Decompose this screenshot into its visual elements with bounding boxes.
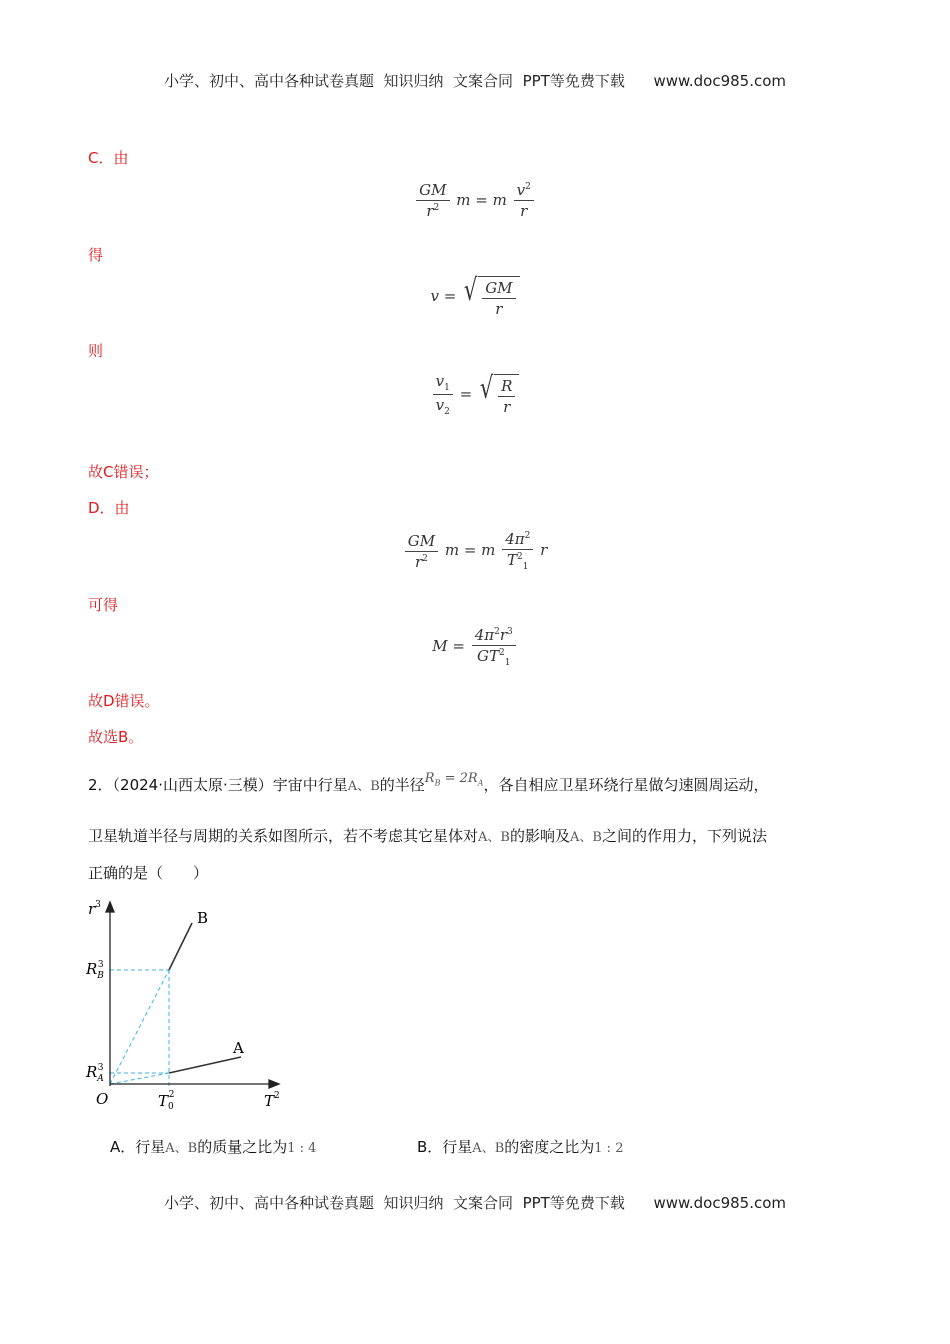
question-text-2c: 之间的作用力，下列说法 [601, 827, 767, 845]
planet-b-label: B [370, 779, 380, 794]
eq3-denominator: r [503, 397, 511, 416]
text-kede: 可得 [88, 596, 119, 614]
line-b [169, 923, 192, 970]
eq1-left-denominator: r [426, 202, 434, 220]
line-a [169, 1057, 241, 1073]
x-axis-label: $T^2$ [264, 1091, 280, 1110]
eq4-right-denominator: T [507, 551, 518, 569]
eq3-equals: = [459, 384, 473, 403]
equation-3: $\frac{v_1}{v_2}$ = √ $\frac{R}{r}$ [0, 372, 950, 417]
eq5-numerator-a: 4π [474, 626, 495, 644]
orbit-graph [80, 896, 300, 1116]
eq4-right-denominator-subscript: 1 [522, 562, 529, 572]
final-answer: 故选B。 [88, 728, 144, 746]
question-number: 2． [88, 776, 113, 794]
relation-sub-a: A [477, 778, 484, 788]
eq5-denominator: GT [477, 647, 499, 665]
option-a-sep: 、 [174, 1141, 188, 1156]
planet-b-label-2: B [500, 830, 510, 845]
separator-3: 、 [579, 830, 593, 845]
eq5-numerator-b: r [499, 626, 508, 644]
option-a-value: 1 : 4 [287, 1141, 317, 1156]
option-c-conclusion: 故C错误； [88, 463, 159, 481]
eq5-lhs: M = [432, 637, 465, 655]
eq4-right-numerator-exponent: 2 [524, 531, 531, 541]
question-line-1 [88, 771, 769, 796]
equation-2: v = √ $\frac{GM}{r}$ [0, 276, 950, 318]
relation-mid: = 2R [440, 771, 478, 786]
eq1-left-denominator-exponent: 2 [433, 203, 440, 213]
eq2-numerator: GM [482, 279, 515, 299]
option-a[interactable] [110, 1136, 316, 1157]
eq5-numerator-exponent-1: 2 [494, 627, 500, 637]
origin-to-b-dashed [110, 970, 169, 1084]
eq5-denominator-exponent: 2 [499, 648, 505, 658]
planet-a-label: A [347, 779, 358, 794]
planet-b-label-3: B [592, 830, 602, 845]
page-header: 小学、初中、高中各种试卷真题 知识归纳 文案合同 PPT等免费下载 www.doc985.com [163, 72, 787, 90]
option-b-text: 的密度之比为 [504, 1138, 595, 1156]
eq4-left-denominator-exponent: 2 [422, 553, 428, 564]
x-axis-arrow [269, 1080, 279, 1088]
eq1-left-numerator: GM [416, 181, 449, 201]
eq3-left-denominator: v [435, 396, 445, 414]
option-c-label: C．由 [88, 149, 129, 167]
rb-cubed-label: $R_B3$ [86, 960, 104, 981]
page-footer: 小学、初中、高中各种试卷真题 知识归纳 文案合同 PPT等免费下载 www.doc985.com [163, 1194, 787, 1212]
option-a-label: A．行星 [110, 1138, 166, 1156]
eq4-left-denominator: r [414, 552, 423, 571]
eq4-left-numerator: GM [405, 532, 438, 552]
eq3-left-denominator-subscript: 2 [444, 407, 450, 417]
option-b[interactable] [417, 1136, 623, 1157]
relation-r: R [424, 771, 435, 786]
guide-lines [110, 970, 169, 1086]
option-a-planet-b: B [187, 1141, 198, 1156]
origin-label: O [96, 1090, 109, 1108]
line-a-label: A [233, 1039, 244, 1057]
relation-sub-b: B [434, 778, 441, 788]
option-b-label: B．行星 [417, 1138, 473, 1156]
eq1-right-numerator-exponent: 2 [525, 182, 531, 192]
text-ze: 则 [88, 342, 104, 360]
radius-relation [425, 771, 484, 786]
eq5-denominator-subscript: 1 [504, 658, 511, 668]
eq2-denominator: r [495, 300, 503, 318]
question-source: （2024·山西太原·三模） [112, 776, 273, 794]
y-axis-arrow [106, 902, 114, 912]
eq3-left-numerator-subscript: 1 [444, 383, 450, 393]
option-d-conclusion: 故D错误。 [88, 692, 160, 710]
eq5-numerator-exponent-2: 3 [507, 627, 513, 637]
text-de: 得 [88, 246, 104, 264]
eq4-right-denominator-exponent: 2 [517, 552, 523, 562]
option-b-value: 1 : 2 [594, 1141, 624, 1156]
equation-5 [0, 626, 950, 668]
eq3-numerator: R [498, 377, 515, 397]
question-text-2b: 的影响及 [509, 827, 570, 845]
eq1-middle: m = m [456, 190, 507, 209]
equation-4 [0, 530, 950, 572]
y-axis-label: $r^3$ [88, 900, 101, 918]
option-b-planet-a: A [472, 1141, 482, 1156]
option-b-planet-b: B [494, 1141, 505, 1156]
equation-1 [0, 181, 950, 220]
planet-a-label-2: A [478, 830, 488, 845]
t0-squared-label: $T_02$ [158, 1090, 175, 1112]
eq2-lhs: v = [430, 287, 457, 305]
question-line-2 [88, 825, 767, 846]
eq4-tail: r [540, 541, 548, 559]
question-text-2a: 卫星轨道半径与周期的关系如图所示，若不考虑其它星体对 [88, 827, 479, 845]
question-text-1c: ，各自相应卫星环绕行星做匀速圆周运动， [483, 776, 769, 794]
question-text-1b: 的半径 [379, 776, 425, 794]
option-b-sep: 、 [481, 1141, 495, 1156]
option-a-text: 的质量之比为 [197, 1138, 288, 1156]
origin-to-a-dashed [110, 1073, 169, 1084]
separator-2: 、 [487, 830, 501, 845]
option-a-planet-a: A [165, 1141, 175, 1156]
question-text-1a: 宇宙中行星 [272, 776, 348, 794]
eq3-left-numerator: v [435, 372, 445, 390]
line-b-label: B [197, 909, 209, 927]
separator: 、 [357, 779, 371, 794]
eq1-right-numerator: v [516, 181, 526, 199]
ra-cubed-label: $R_A3$ [86, 1063, 104, 1084]
question-line-3: 正确的是（ ） [88, 864, 209, 882]
planet-a-label-3: A [570, 830, 580, 845]
eq1-right-denominator: r [520, 202, 528, 220]
eq4-right-numerator: 4π [505, 530, 525, 548]
option-d-label: D．由 [88, 499, 130, 517]
eq4-middle: m = m [444, 541, 496, 559]
